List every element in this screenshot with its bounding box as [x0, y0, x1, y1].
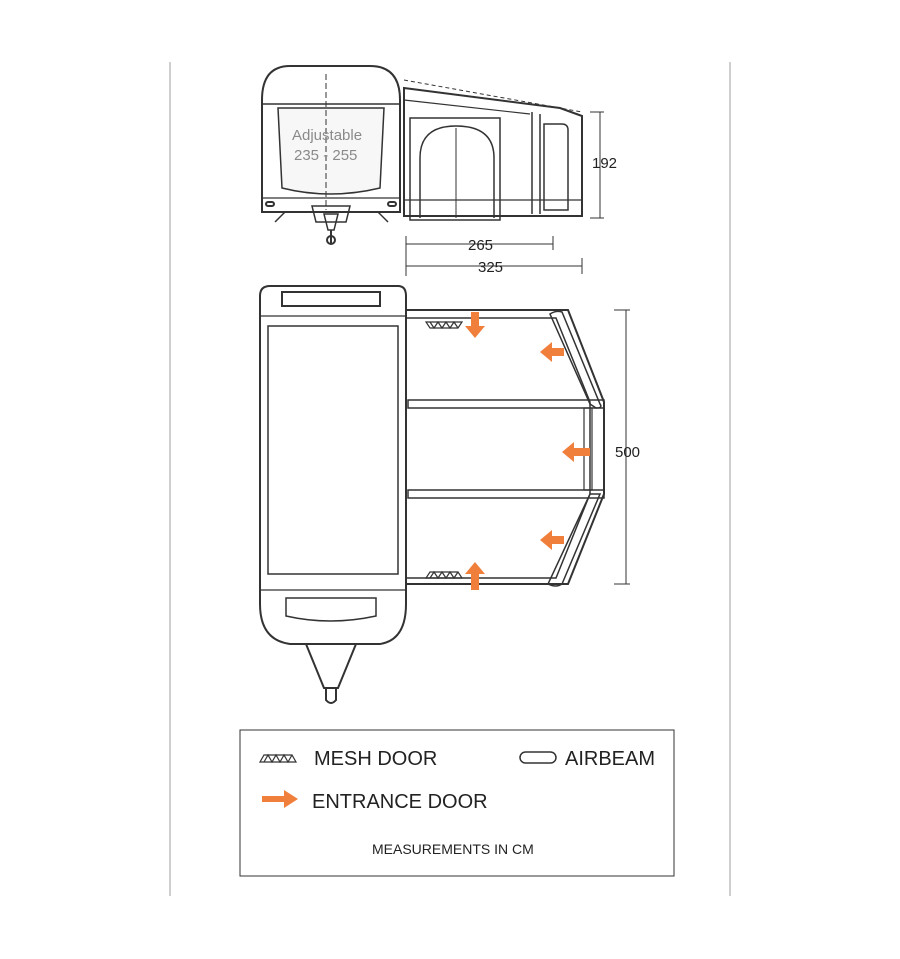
adjustable-label: Adjustable [292, 127, 363, 144]
height-label: 192 [592, 155, 618, 172]
entrance-arrow-side-3 [540, 530, 564, 550]
entrance-arrow-side-2 [562, 442, 590, 462]
entrance-door-legend-icon [262, 790, 298, 808]
mesh-door-top [426, 322, 462, 328]
mesh-door-bottom [426, 572, 462, 578]
mesh-door-legend-label: MESH DOOR [314, 748, 438, 770]
mesh-door-legend-icon [260, 755, 296, 762]
caravan-plan-view [260, 286, 406, 703]
depth-outer-label: 325 [478, 259, 504, 276]
length-label: 500 [615, 444, 641, 461]
entrance-arrow-top-down [465, 312, 485, 338]
awning-side-view [404, 80, 582, 220]
measurements-note: MEASUREMENTS IN CM [372, 841, 534, 857]
airbeam-legend-label: AIRBEAM [565, 748, 656, 770]
depth-inner-label: 265 [468, 237, 494, 254]
entrance-door-legend-label: ENTRANCE DOOR [312, 791, 488, 813]
adjustable-range: 235 - 255 [294, 147, 358, 164]
entrance-arrow-bottom-up [465, 562, 485, 590]
entrance-arrow-side-1 [540, 342, 564, 362]
airbeam-legend-icon [520, 752, 556, 763]
